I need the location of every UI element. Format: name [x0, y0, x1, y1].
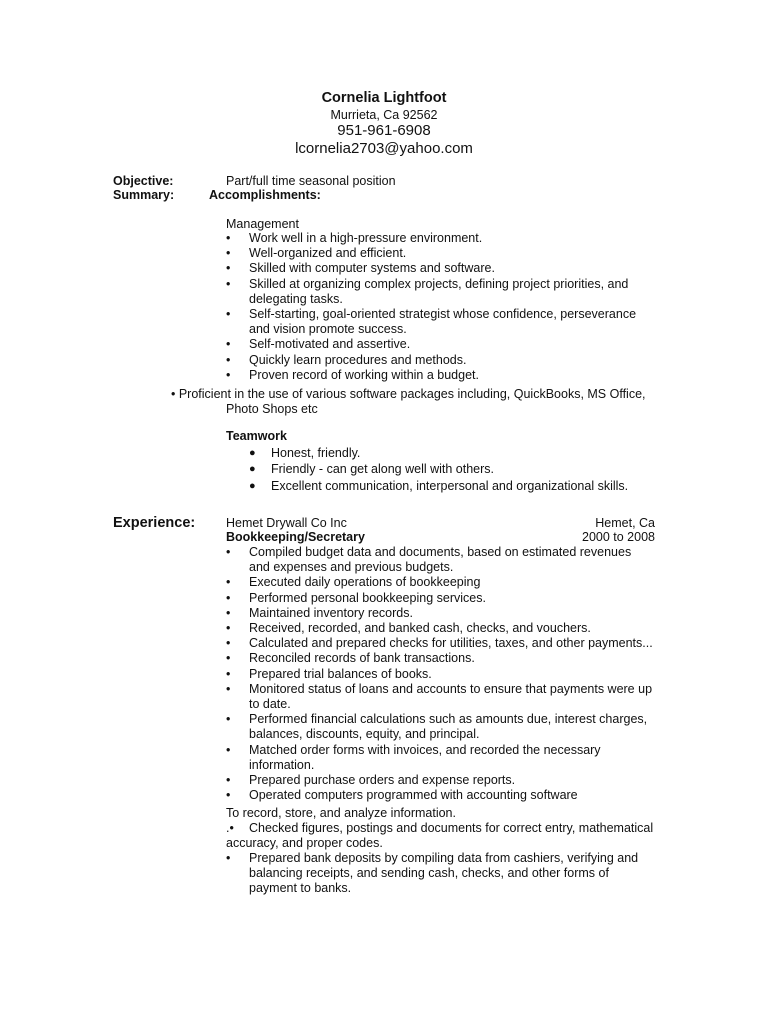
management-item	[226, 368, 666, 383]
bullet-mark: •	[226, 276, 231, 291]
duty-item-text: Prepared trial balances of books.	[249, 666, 432, 681]
management-heading: Management	[226, 217, 299, 231]
management-item	[226, 307, 666, 337]
bullet-mark: •	[226, 681, 231, 696]
management-item	[226, 277, 666, 307]
bullet-mark: •	[226, 261, 231, 276]
duty-item	[226, 621, 666, 636]
candidate-city: Murrieta, Ca 92562	[330, 108, 438, 122]
bullet-mark: •	[226, 666, 231, 681]
teamwork-heading: Teamwork	[226, 429, 287, 443]
deposits-line-end: payment to banks.	[249, 881, 352, 895]
duty-item-text: balances, discounts, equity, and principal.	[249, 727, 480, 742]
duty-item-text: Reconciled records of bank transactions.	[249, 651, 475, 666]
duty-item-text: Matched order forms with invoices, and recorded the necessary	[249, 742, 601, 757]
duty-item	[226, 773, 666, 788]
duty-item	[226, 545, 666, 575]
bullet-mark: •	[226, 246, 231, 261]
experience-title: Bookkeeping/Secretary	[226, 530, 365, 544]
teamwork-item	[249, 446, 669, 461]
deposits-line-cont: balancing receipts, and sending cash, checks, and other forms of	[249, 866, 609, 880]
management-item-text: Skilled at organizing complex projects, defining project priorities, and	[249, 276, 629, 291]
bullet-mark: •	[226, 590, 231, 605]
duty-item	[226, 606, 666, 621]
management-item-text: delegating tasks.	[249, 291, 343, 306]
duty-item-text: Received, recorded, and banked cash, checks, and vouchers.	[249, 621, 591, 636]
duty-item	[226, 575, 666, 590]
candidate-email: lcornelia2703@yahoo.com	[295, 140, 473, 157]
management-item	[226, 246, 666, 261]
bullet-mark: ●	[249, 463, 256, 476]
summary-label: Summary:	[113, 188, 175, 202]
duty-item-text: Monitored status of loans and accounts to ensure that payments were up	[249, 681, 653, 696]
management-item	[226, 353, 666, 368]
bullet-mark: •	[226, 773, 231, 788]
duty-item	[226, 682, 666, 712]
management-item-text: Well-organized and efficient.	[249, 246, 407, 261]
management-item-text: Proven record of working within a budget.	[249, 367, 479, 382]
bullet-mark: •	[226, 621, 231, 636]
record-line: To record, store, and analyze information.	[226, 806, 456, 820]
experience-list	[226, 545, 666, 803]
bullet-mark: •	[226, 788, 231, 803]
bullet-mark: •	[226, 367, 231, 382]
teamwork-item-text: Excellent communication, interpersonal and organizational skills.	[271, 478, 629, 493]
teamwork-item	[249, 479, 669, 494]
deposits-line: Prepared bank deposits by compiling data from cashiers, verifying and	[249, 851, 639, 865]
bullet-mark: •	[226, 337, 231, 352]
bullet-mark: •	[226, 651, 231, 666]
duty-item-text: to date.	[249, 697, 291, 712]
objective-text: Part/full time seasonal position	[226, 174, 396, 188]
management-item-text: Self-starting, goal-oriented strategist whose confidence, perseverance	[249, 307, 637, 322]
experience-company: Hemet Drywall Co Inc	[226, 516, 347, 530]
bullet-mark: •	[226, 636, 231, 651]
duty-item-text: Performed personal bookkeeping services.	[249, 590, 486, 605]
experience-label: Experience:	[113, 515, 196, 531]
management-list	[226, 231, 666, 383]
duty-item	[226, 712, 666, 742]
bullet-mark: •	[226, 307, 231, 322]
duty-item-text: information.	[249, 757, 315, 772]
duty-item-text: and expenses and previous budgets.	[249, 560, 454, 575]
duty-item-text: Calculated and prepared checks for utilities, taxes, and other payments...	[249, 636, 653, 651]
candidate-name: Cornelia Lightfoot	[321, 90, 447, 106]
management-item-text: Self-motivated and assertive.	[249, 337, 411, 352]
checked-line: Checked figures, postings and documents for correct entry, mathematical	[249, 821, 654, 835]
management-item-text: Skilled with computer systems and software.	[249, 261, 495, 276]
bullet-mark: •	[226, 352, 231, 367]
accomplishments-heading: Accomplishments:	[209, 188, 321, 202]
duty-item-text: Compiled budget data and documents, based on estimated revenues	[249, 545, 632, 559]
duty-item	[226, 743, 666, 773]
duty-item-text: Executed daily operations of bookkeeping	[249, 575, 481, 590]
bullet-mark: ●	[249, 479, 256, 492]
duty-item	[226, 788, 666, 803]
duty-item-text: Maintained inventory records.	[249, 605, 413, 620]
management-item-text: Quickly learn procedures and methods.	[249, 352, 467, 367]
duty-item	[226, 591, 666, 606]
duty-item-text: Operated computers programmed with accounting software	[249, 788, 578, 803]
bullet-mark: •	[226, 231, 231, 245]
candidate-phone: 951-961-6908	[337, 122, 431, 139]
management-item	[226, 261, 666, 276]
bullet-mark: •	[226, 545, 231, 559]
duty-item-text: Prepared purchase orders and expense reports.	[249, 773, 516, 788]
teamwork-item-text: Honest, friendly.	[271, 446, 361, 460]
management-item-text: Work well in a high-pressure environment.	[249, 231, 483, 245]
objective-label: Objective:	[113, 174, 174, 188]
management-item	[226, 337, 666, 352]
duty-item	[226, 636, 666, 651]
management-item-text: and vision promote success.	[249, 322, 407, 337]
teamwork-list	[249, 446, 669, 495]
bullet-mark: •	[226, 742, 231, 757]
teamwork-item-text: Friendly - can get along well with others.	[271, 462, 495, 477]
software-line-cont: Photo Shops etc	[226, 402, 318, 416]
bullet-mark: •	[226, 712, 231, 727]
management-item	[226, 231, 666, 246]
duty-item	[226, 667, 666, 682]
bullet-mark: •	[226, 575, 231, 590]
bullet-mark: ●	[249, 447, 256, 459]
checked-line-cont: accuracy, and proper codes.	[226, 836, 383, 850]
bullet-mark: •	[226, 605, 231, 620]
teamwork-item	[249, 462, 669, 477]
duty-item-text: Performed financial calculations such as amounts due, interest charges,	[249, 712, 648, 727]
software-line: • Proficient in the use of various software packages including, QuickBooks, MS Office,	[171, 387, 646, 401]
deposits-bullet: •	[226, 851, 231, 865]
duty-item	[226, 651, 666, 666]
experience-dates: 2000 to 2008	[582, 530, 655, 544]
experience-location: Hemet, Ca	[595, 516, 655, 530]
checked-bullet: .•	[226, 821, 234, 835]
